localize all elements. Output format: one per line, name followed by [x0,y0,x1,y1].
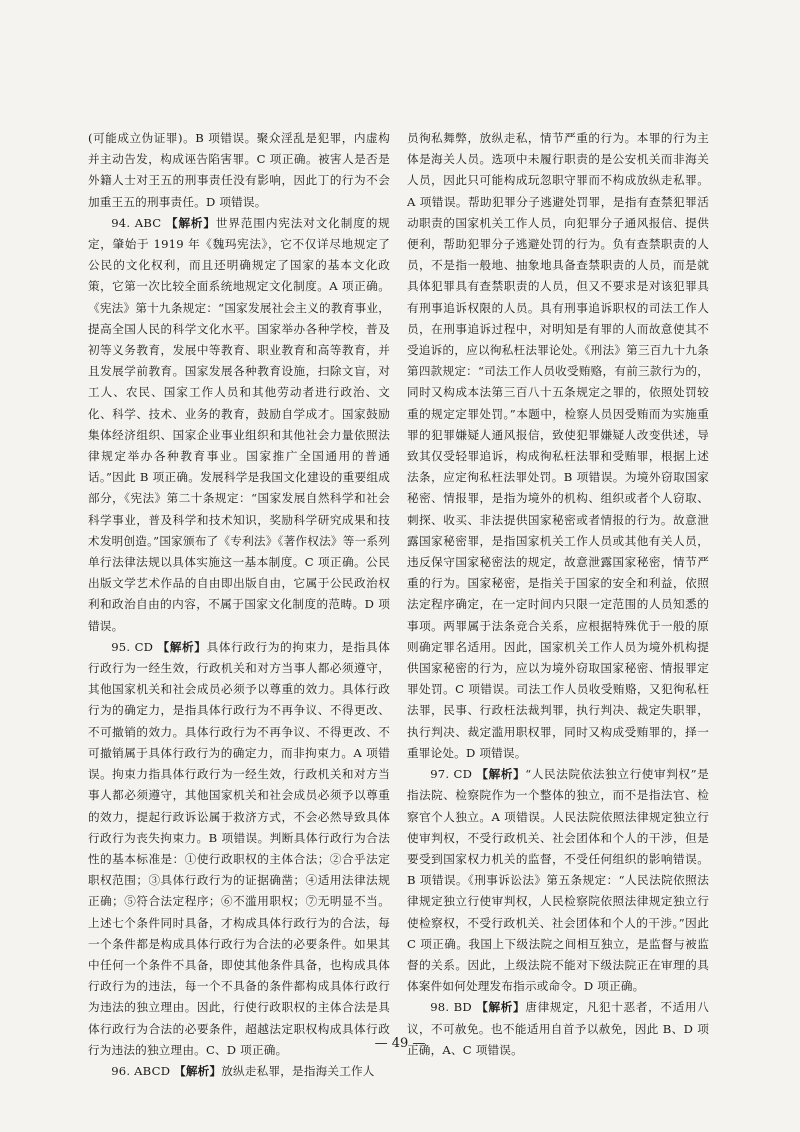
analysis-tag: 【解析】 [157,639,207,654]
answer-explanation: 唐律规定，凡犯十恶者，不适用八议，不可赦免。也不能适用自首予以赦免，因此 B、D 项正确，A、C 项错误。 [407,1000,709,1057]
answer-number: 96. ABCD [111,1063,171,1078]
right-column [407,128,709,1061]
analysis-tag: 【解析】 [476,767,526,782]
answer-97 [407,764,709,997]
answer-explanation: 放纵走私罪，是指海关工作人 [221,1063,375,1078]
answer-explanation: 世界范围内宪法对文化制度的规定，肇始于 1919 年《魏玛宪法》，它不仅详尽地规定了公民的文化权利，而且还明确规定了国家的基本文化政策，它第一次比较全面系统地规定文化制度。A 项正确。《宪法》第十九条规定：“国家发展社会主义的教育事业，提高全国人民的科学文化水平。国家举办各种学校，普及初等义务教育，发展中等教育、职业教育和高等教育，并且发展学前教育。国家发展各种教育设施，扫除文盲，对工人、农民、国家工作人员和其他劳动者进行政治、文化、科学、技术、业务的教育，鼓励自学成才。国家鼓励集体经济组织、国家企业事业组织和其他社会力量依照法律规定举办各种教育事业。国家推广全国通用的普通话。”因此 B 项正确。发展科学是我国文化建设的重要组成部分，《宪法》第二十条规定：“国家发展自然科学和社会科学事业，普及科学和技术知识，奖励科学研究成果和技术发明创造。”国家颁布了《专利法》《著作权法》等一系列单行法律法规以具体实施这一基本制度。C 项正确。公民出版文学艺术作品的自由即出版自由，它属于公民政治权利和政治自由的内容，不属于国家文化制度的范畴。D 项错误。 [88,215,390,633]
answer-96 [88,1061,390,1082]
page-number: — 49 — [374,1036,426,1051]
right-continuation-paragraph [407,128,709,764]
answer-95 [88,637,390,1061]
analysis-tag: 【解析】 [165,215,216,230]
paragraph-text: 员徇私舞弊，放纵走私，情节严重的行为。本罪的行为主体是海关人员。选项中未履行职责的是公安机关而非海关人员，因此只可能构成玩忽职守罪而不构成放纵走私罪。A 项错误。帮助犯罪分子逃避处罚罪，是指有查禁犯罪活动职责的国家机关工作人员，向犯罪分子通风报信、提供便利，帮助犯罪分子逃避处罚的行为。负有查禁职责的人员，不是指一般地、抽象地具备查禁职责的人员，而是就具体犯罪具有查禁职责的人员，但又不要求是对该犯罪具有刑事追诉权限的人员。具有刑事追诉职权的司法工作人员，在刑事追诉过程中，对明知是有罪的人而故意使其不受追诉的，应以徇私枉法罪论处。《刑法》第三百九十九条第四款规定：“司法工作人员收受贿赂，有前三款行为的，同时又构成本法第三百八十五条规定之罪的，依照处罚较重的规定定罪处罚。”本题中，检察人员因受贿而为实施重罪的犯罪嫌疑人通风报信，致使犯罪嫌疑人改变供述，导致其仅受轻罪追诉，构成徇私枉法罪和受贿罪，根据上述法条，应定徇私枉法罪处罚。B 项错误。为境外窃取国家秘密、情报罪，是指为境外的机构、组织或者个人窃取、刺探、收买、非法提供国家秘密或者情报的行为。故意泄露国家秘密罪，是指国家机关工作人员或其他有关人员，违反保守国家秘密法的规定，故意泄露国家秘密，情节严重的行为。国家秘密，是指关于国家的安全和利益，依照法定程序确定，在一定时间内只限一定范围的人员知悉的事项。两罪属于法条竞合关系，应根据特殊优于一般的原则确定罪名适用。因此，国家机关工作人员为境外机构提供国家秘密的行为，应以为境外窃取国家秘密、情报罪定罪处罚。C 项错误。司法工作人员收受贿赂，又犯徇私枉法罪，民事、行政枉法裁判罪，执行判决、裁定失职罪，执行判决、裁定滥用职权罪，同时又构成受贿罪的，择一重罪论处。D 项错误。 [407,131,709,760]
answer-number: 95. CD [111,639,154,654]
answer-number: 97. CD [430,767,473,782]
paragraph-text: (可能成立伪证罪)。B 项错误。聚众淫乱是犯罪，内虚构并主动告发，构成诬告陷害罪。C 项正确。被害人是否是外籍人士对王五的刑事责任没有影响，因此丁的行为不会加重王五的刑事责任。D 项错误。 [88,131,390,209]
left-continuation-paragraph [88,128,390,213]
analysis-tag: 【解析】 [476,1000,526,1015]
answer-explanation: 具体行政行为的拘束力，是指具体行政行为一经生效，行政机关和对方当事人都必须遵守，其他国家机关和社会成员必须予以尊重的效力。具体行政行为的确定力，是指具体行政行为不再争议、不得更改、不可撤销的效力。具体行政行为不再争议、不得更改、不可撤销属于具体行政行为的确定力，而非拘束力。A 项错误。拘束力指具体行政行为一经生效，行政机关和对方当事人都必须遵守，其他国家机关和社会成员必须予以尊重的效力，提起行政诉讼属于救济方式，不会必然导致具体行政行为丧失拘束力。B 项错误。判断具体行政行为合法性的基本标准是：①使行政职权的主体合法；②合乎法定职权范围；③具体行政行为的证据确凿；④适用法律法规正确；⑤符合法定程序；⑥不滥用职权；⑦无明显不当。上述七个条件同时具备，才构成具体行政行为的合法，每一个条件都是构成具体行政行为合法的必要条件。如果其中任何一个条件不具备，即使其他条件具备，也构成具体行政行为的违法，每一个不具备的条件都构成具体行政行为违法的独立理由。因此，行使行政职权的主体合法是具体行政行为合法的必要条件，超越法定职权构成具体行政行为违法的独立理由。C、D 项正确。 [88,639,390,1057]
answer-94 [88,213,390,637]
answer-98 [407,997,709,1061]
answer-number: 98. BD [430,1000,472,1015]
analysis-tag: 【解析】 [174,1063,222,1078]
answer-explanation: “人民法院依法独立行使审判权”是指法院、检察院作为一个整体的独立，而不是指法官、检察官个人独立。A 项错误。人民法院依照法律规定独立行使审判权，不受行政机关、社会团体和个人的干涉，但是要受到国家权力机关的监督，不受任何组织的影响错误。B 项错误。《刑事诉讼法》第五条规定：“人民法院依照法律规定独立行使审判权，人民检察院依照法律规定独立行使检察权，不受行政机关、社会团体和个人的干涉。”因此 C 项正确。我国上下级法院之间相互独立，是监督与被监督的关系。因此，上级法院不能对下级法院正在审理的具体案件如何处理发布指示或命令。D 项正确。 [407,767,709,994]
left-column [88,128,390,1082]
answer-number: 94. ABC [111,215,162,230]
